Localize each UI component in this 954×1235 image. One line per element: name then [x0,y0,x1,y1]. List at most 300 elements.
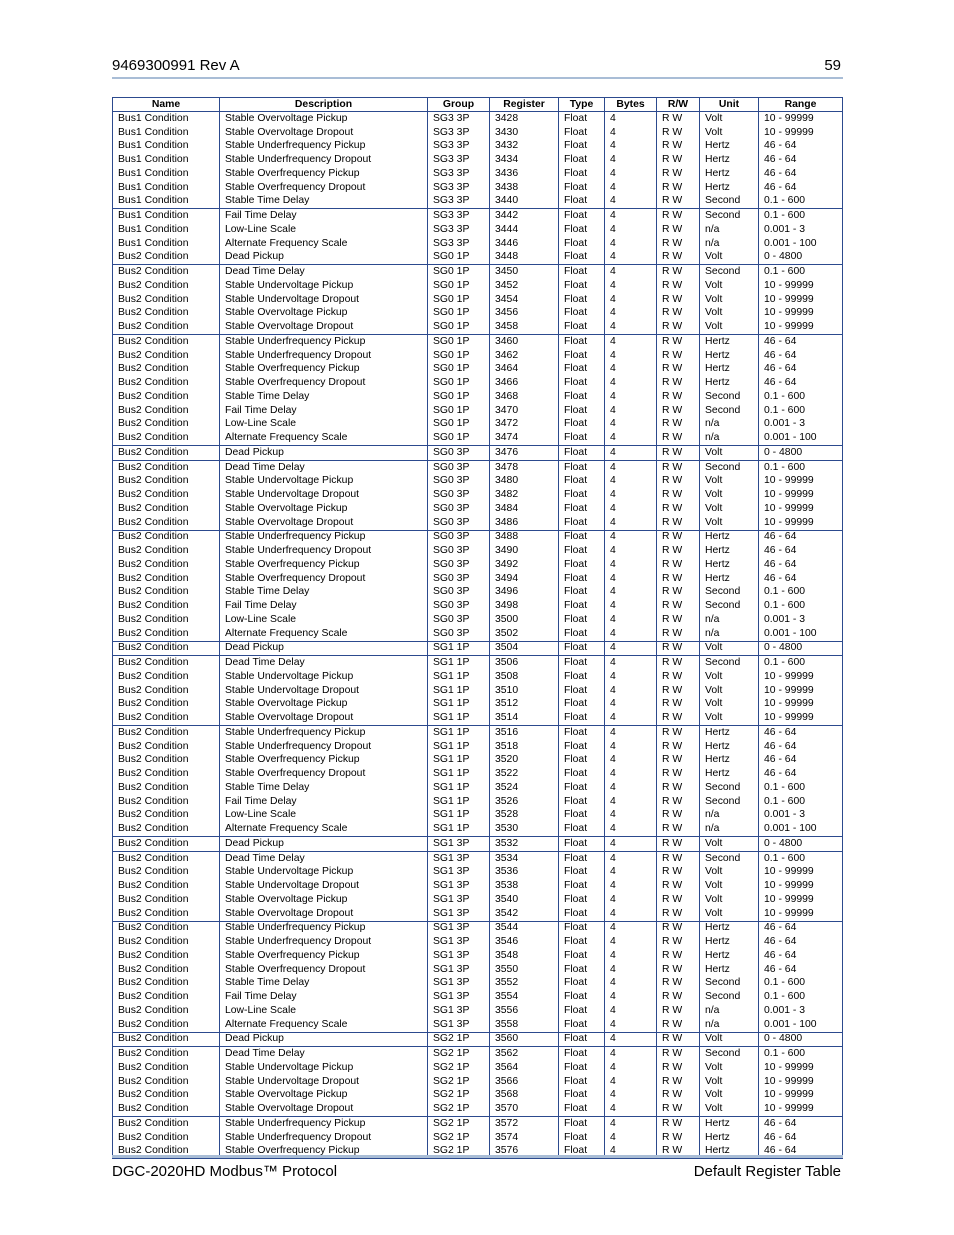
cell-register: 3446 [490,237,559,251]
cell-name: Bus2 Condition [113,935,220,949]
table-row [113,349,843,363]
cell-range: 46 - 64 [759,335,843,349]
cell-description: Stable Underfrequency Dropout [220,1131,428,1145]
cell-range: 0.1 - 600 [759,460,843,474]
cell-description: Stable Underfrequency Pickup [220,335,428,349]
cell-unit: Volt [700,1089,759,1103]
cell-unit: Hertz [700,349,759,363]
table-row [113,431,843,445]
cell-description: Alternate Frequency Scale [220,237,428,251]
cell-range: 0.1 - 600 [759,209,843,223]
cell-rw: R W [657,977,700,991]
cell-bytes: 4 [605,363,657,377]
cell-register: 3514 [490,711,559,725]
cell-register: 3484 [490,502,559,516]
table-row [113,293,843,307]
cell-register: 3468 [490,390,559,404]
cell-bytes: 4 [605,1061,657,1075]
cell-range: 46 - 64 [759,167,843,181]
table-row [113,153,843,167]
cell-description: Stable Overvoltage Dropout [220,516,428,530]
cell-range: 0.1 - 600 [759,599,843,613]
cell-register: 3518 [490,740,559,754]
cell-name: Bus2 Condition [113,613,220,627]
cell-type: Float [559,153,605,167]
cell-type: Float [559,418,605,432]
cell-group: SG1 3P [428,990,490,1004]
cell-unit: n/a [700,822,759,836]
cell-register: 3572 [490,1117,559,1131]
table-row [113,140,843,154]
cell-description: Dead Pickup [220,251,428,265]
cell-group: SG0 3P [428,586,490,600]
cell-register: 3528 [490,809,559,823]
cell-unit: Hertz [700,181,759,195]
cell-description: Low-Line Scale [220,809,428,823]
cell-unit: Volt [700,516,759,530]
cell-register: 3540 [490,893,559,907]
column-header-name: Name [113,98,220,112]
cell-rw: R W [657,112,700,126]
cell-register: 3450 [490,265,559,279]
cell-description: Dead Pickup [220,837,428,852]
cell-type: Float [559,1061,605,1075]
cell-range: 46 - 64 [759,153,843,167]
cell-unit: n/a [700,627,759,641]
cell-unit: Second [700,404,759,418]
cell-register: 3430 [490,126,559,140]
cell-unit: Second [700,795,759,809]
cell-range: 0.1 - 600 [759,977,843,991]
cell-type: Float [559,376,605,390]
cell-description: Fail Time Delay [220,404,428,418]
table-row [113,851,843,865]
cell-register: 3520 [490,754,559,768]
cell-rw: R W [657,488,700,502]
cell-range: 46 - 64 [759,181,843,195]
cell-rw: R W [657,781,700,795]
cell-name: Bus2 Condition [113,530,220,544]
cell-description: Stable Overfrequency Dropout [220,963,428,977]
page-header [112,55,843,79]
cell-description: Dead Time Delay [220,265,428,279]
cell-group: SG0 1P [428,404,490,418]
cell-name: Bus1 Condition [113,223,220,237]
cell-description: Dead Time Delay [220,851,428,865]
cell-rw: R W [657,851,700,865]
cell-name: Bus2 Condition [113,1061,220,1075]
cell-bytes: 4 [605,866,657,880]
cell-rw: R W [657,684,700,698]
cell-unit: Volt [700,1032,759,1047]
cell-name: Bus2 Condition [113,1089,220,1103]
cell-description: Dead Pickup [220,641,428,656]
cell-range: 0 - 4800 [759,446,843,461]
cell-range: 46 - 64 [759,349,843,363]
cell-range: 10 - 99999 [759,320,843,334]
cell-bytes: 4 [605,684,657,698]
cell-rw: R W [657,1102,700,1116]
cell-range: 46 - 64 [759,921,843,935]
cell-unit: Hertz [700,572,759,586]
cell-range: 0.001 - 100 [759,1018,843,1032]
cell-type: Float [559,572,605,586]
cell-name: Bus2 Condition [113,1047,220,1061]
cell-bytes: 4 [605,921,657,935]
table-row [113,837,843,852]
cell-rw: R W [657,195,700,209]
cell-range: 0.1 - 600 [759,404,843,418]
cell-register: 3454 [490,293,559,307]
cell-name: Bus2 Condition [113,921,220,935]
cell-description: Stable Underfrequency Pickup [220,1117,428,1131]
cell-description: Stable Overfrequency Pickup [220,754,428,768]
cell-range: 46 - 64 [759,935,843,949]
cell-group: SG3 3P [428,223,490,237]
cell-group: SG3 3P [428,112,490,126]
cell-group: SG0 3P [428,558,490,572]
table-row [113,544,843,558]
cell-range: 0 - 4800 [759,1032,843,1047]
cell-range: 10 - 99999 [759,502,843,516]
cell-description: Stable Overfrequency Pickup [220,558,428,572]
table-row [113,809,843,823]
cell-register: 3482 [490,488,559,502]
cell-register: 3436 [490,167,559,181]
cell-bytes: 4 [605,544,657,558]
cell-bytes: 4 [605,349,657,363]
table-row [113,656,843,670]
cell-name: Bus2 Condition [113,781,220,795]
table-row [113,112,843,126]
cell-description: Stable Overvoltage Dropout [220,320,428,334]
cell-group: SG0 1P [428,376,490,390]
table-row [113,1075,843,1089]
cell-name: Bus2 Condition [113,307,220,321]
cell-rw: R W [657,921,700,935]
cell-bytes: 4 [605,460,657,474]
cell-unit: Second [700,460,759,474]
table-row [113,279,843,293]
table-row [113,376,843,390]
cell-name: Bus2 Condition [113,670,220,684]
cell-bytes: 4 [605,879,657,893]
cell-rw: R W [657,126,700,140]
cell-group: SG0 1P [428,279,490,293]
table-row [113,684,843,698]
column-header-rw: R/W [657,98,700,112]
cell-rw: R W [657,572,700,586]
cell-bytes: 4 [605,949,657,963]
cell-group: SG1 3P [428,935,490,949]
cell-type: Float [559,349,605,363]
cell-description: Stable Overfrequency Dropout [220,767,428,781]
cell-description: Stable Overfrequency Dropout [220,181,428,195]
cell-range: 46 - 64 [759,949,843,963]
cell-range: 46 - 64 [759,363,843,377]
register-table [112,97,843,1159]
cell-unit: Volt [700,126,759,140]
cell-range: 10 - 99999 [759,307,843,321]
cell-bytes: 4 [605,586,657,600]
cell-register: 3456 [490,307,559,321]
cell-bytes: 4 [605,112,657,126]
cell-bytes: 4 [605,572,657,586]
cell-unit: Hertz [700,935,759,949]
cell-type: Float [559,1089,605,1103]
cell-description: Stable Underfrequency Dropout [220,740,428,754]
cell-name: Bus2 Condition [113,349,220,363]
cell-type: Float [559,851,605,865]
cell-bytes: 4 [605,1004,657,1018]
cell-name: Bus2 Condition [113,851,220,865]
cell-bytes: 4 [605,822,657,836]
cell-register: 3524 [490,781,559,795]
cell-type: Float [559,641,605,656]
cell-description: Stable Overvoltage Pickup [220,502,428,516]
cell-register: 3554 [490,990,559,1004]
cell-range: 10 - 99999 [759,488,843,502]
cell-description: Stable Overfrequency Dropout [220,572,428,586]
table-row [113,209,843,223]
table-row [113,627,843,641]
cell-register: 3472 [490,418,559,432]
cell-group: SG1 3P [428,851,490,865]
cell-type: Float [559,1047,605,1061]
cell-group: SG0 1P [428,335,490,349]
table-row [113,195,843,209]
cell-range: 0.001 - 3 [759,223,843,237]
cell-group: SG0 1P [428,251,490,265]
cell-type: Float [559,781,605,795]
cell-register: 3440 [490,195,559,209]
cell-unit: Volt [700,475,759,489]
cell-name: Bus2 Condition [113,446,220,461]
cell-bytes: 4 [605,1032,657,1047]
cell-rw: R W [657,516,700,530]
cell-rw: R W [657,586,700,600]
cell-type: Float [559,544,605,558]
cell-rw: R W [657,404,700,418]
cell-unit: Volt [700,893,759,907]
cell-bytes: 4 [605,1089,657,1103]
cell-unit: Volt [700,837,759,852]
cell-name: Bus2 Condition [113,1131,220,1145]
table-row [113,1032,843,1047]
cell-range: 0 - 4800 [759,641,843,656]
cell-register: 3538 [490,879,559,893]
cell-bytes: 4 [605,641,657,656]
cell-bytes: 4 [605,167,657,181]
cell-bytes: 4 [605,795,657,809]
cell-bytes: 4 [605,126,657,140]
table-row [113,1004,843,1018]
cell-name: Bus2 Condition [113,544,220,558]
cell-unit: Volt [700,279,759,293]
cell-bytes: 4 [605,446,657,461]
table-row [113,866,843,880]
cell-bytes: 4 [605,907,657,921]
cell-register: 3502 [490,627,559,641]
cell-bytes: 4 [605,963,657,977]
cell-description: Stable Undervoltage Pickup [220,670,428,684]
cell-range: 10 - 99999 [759,879,843,893]
cell-group: SG3 3P [428,181,490,195]
cell-type: Float [559,627,605,641]
table-row [113,251,843,265]
cell-range: 10 - 99999 [759,516,843,530]
cell-group: SG0 3P [428,544,490,558]
table-row [113,1102,843,1116]
table-row [113,335,843,349]
cell-register: 3486 [490,516,559,530]
cell-rw: R W [657,935,700,949]
cell-group: SG2 1P [428,1089,490,1103]
cell-range: 46 - 64 [759,572,843,586]
cell-range: 0.1 - 600 [759,1047,843,1061]
cell-range: 10 - 99999 [759,279,843,293]
cell-unit: Hertz [700,544,759,558]
cell-rw: R W [657,656,700,670]
column-header-register: Register [490,98,559,112]
table-row [113,767,843,781]
cell-range: 46 - 64 [759,767,843,781]
cell-bytes: 4 [605,990,657,1004]
table-row [113,781,843,795]
cell-unit: Hertz [700,740,759,754]
table-row [113,265,843,279]
cell-unit: Second [700,990,759,1004]
cell-rw: R W [657,670,700,684]
cell-description: Low-Line Scale [220,418,428,432]
cell-rw: R W [657,599,700,613]
table-row [113,1131,843,1145]
cell-type: Float [559,935,605,949]
cell-unit: Second [700,977,759,991]
cell-type: Float [559,195,605,209]
cell-name: Bus2 Condition [113,558,220,572]
cell-name: Bus2 Condition [113,293,220,307]
cell-description: Stable Undervoltage Dropout [220,293,428,307]
cell-unit: Volt [700,293,759,307]
table-row [113,1089,843,1103]
cell-name: Bus2 Condition [113,740,220,754]
cell-group: SG0 1P [428,418,490,432]
cell-register: 3532 [490,837,559,852]
cell-rw: R W [657,390,700,404]
cell-description: Stable Undervoltage Dropout [220,879,428,893]
cell-bytes: 4 [605,418,657,432]
cell-type: Float [559,558,605,572]
cell-bytes: 4 [605,209,657,223]
cell-group: SG0 3P [428,446,490,461]
cell-type: Float [559,1018,605,1032]
page-footer [112,1155,843,1180]
cell-name: Bus2 Condition [113,907,220,921]
cell-unit: Hertz [700,767,759,781]
table-row [113,921,843,935]
cell-description: Stable Overvoltage Dropout [220,1102,428,1116]
column-header-range: Range [759,98,843,112]
cell-description: Alternate Frequency Scale [220,627,428,641]
cell-bytes: 4 [605,1018,657,1032]
table-row [113,488,843,502]
cell-description: Stable Underfrequency Pickup [220,140,428,154]
cell-name: Bus1 Condition [113,140,220,154]
cell-description: Stable Overvoltage Pickup [220,893,428,907]
cell-register: 3460 [490,335,559,349]
cell-range: 0.1 - 600 [759,390,843,404]
cell-group: SG0 3P [428,475,490,489]
cell-unit: Volt [700,1075,759,1089]
cell-type: Float [559,684,605,698]
table-row [113,711,843,725]
cell-name: Bus1 Condition [113,181,220,195]
table-row [113,237,843,251]
cell-rw: R W [657,1131,700,1145]
cell-rw: R W [657,907,700,921]
cell-group: SG2 1P [428,1061,490,1075]
table-row [113,935,843,949]
cell-group: SG1 1P [428,754,490,768]
cell-group: SG0 3P [428,627,490,641]
table-row [113,404,843,418]
cell-type: Float [559,990,605,1004]
cell-group: SG2 1P [428,1131,490,1145]
cell-bytes: 4 [605,516,657,530]
cell-register: 3432 [490,140,559,154]
table-row [113,516,843,530]
table-row [113,418,843,432]
cell-rw: R W [657,349,700,363]
cell-rw: R W [657,990,700,1004]
cell-bytes: 4 [605,754,657,768]
cell-range: 0.1 - 600 [759,265,843,279]
cell-unit: Volt [700,112,759,126]
cell-unit: Volt [700,879,759,893]
cell-type: Float [559,822,605,836]
cell-name: Bus1 Condition [113,112,220,126]
cell-register: 3552 [490,977,559,991]
cell-name: Bus2 Condition [113,475,220,489]
cell-unit: Volt [700,711,759,725]
cell-unit: Volt [700,320,759,334]
cell-unit: Hertz [700,963,759,977]
table-row [113,502,843,516]
cell-bytes: 4 [605,251,657,265]
cell-range: 46 - 64 [759,558,843,572]
cell-description: Alternate Frequency Scale [220,822,428,836]
table-row [113,977,843,991]
cell-bytes: 4 [605,237,657,251]
cell-rw: R W [657,502,700,516]
cell-name: Bus2 Condition [113,418,220,432]
cell-rw: R W [657,140,700,154]
cell-rw: R W [657,363,700,377]
cell-unit: Second [700,1047,759,1061]
cell-type: Float [559,279,605,293]
footer-title: DGC-2020HD Modbus™ Protocol [112,1163,338,1180]
cell-rw: R W [657,1061,700,1075]
cell-description: Stable Undervoltage Dropout [220,1075,428,1089]
cell-rw: R W [657,754,700,768]
cell-bytes: 4 [605,977,657,991]
cell-register: 3530 [490,822,559,836]
cell-group: SG1 3P [428,921,490,935]
cell-type: Float [559,223,605,237]
cell-description: Dead Time Delay [220,460,428,474]
cell-group: SG1 3P [428,977,490,991]
